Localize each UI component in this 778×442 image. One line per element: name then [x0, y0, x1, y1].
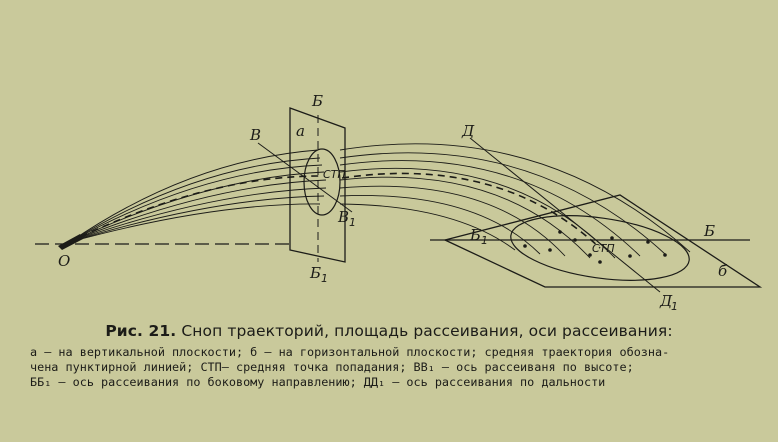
label-b-plane: б [718, 262, 728, 280]
axis-DD1 [470, 138, 660, 292]
figure-number: Рис. 21. [105, 322, 177, 340]
figure-caption-body [30, 345, 746, 390]
label-D1: Д [660, 292, 673, 310]
label-B-ground: Б [470, 226, 482, 244]
label-B-ground-sub: 1 [481, 234, 488, 247]
trajectory-sheaf-near [70, 150, 326, 242]
trajectory-sheaf-far [340, 144, 690, 258]
label-B-bottom: Б [310, 264, 322, 282]
label-B-right: Б [704, 222, 716, 240]
caption-line-2: чена пунктирной линией; СТП— средняя точка попадания; ВВ₁ — ось рассеиваня по высоте; [30, 360, 634, 374]
label-V1: В [338, 208, 350, 226]
caption-line-3: ББ₁ — ось рассеивания по боковому направлению; ДД₁ — ось рассеивания по дальности [30, 375, 606, 389]
caption-line-1: а — на вертикальной плоскости; б — на горизонтальной плоскости; средняя траектория обозна- [30, 345, 670, 359]
label-B-bottom-sub: 1 [321, 272, 328, 285]
label-O: О [58, 252, 71, 270]
weapon-icon [58, 234, 83, 250]
label-a: а [296, 122, 305, 140]
figure-title: Сноп траекторий, площадь рассеивания, оси рассеивания: [181, 322, 673, 340]
label-B-top: Б [312, 92, 324, 110]
label-V: В [250, 126, 262, 144]
label-V1-sub: 1 [349, 216, 356, 229]
label-STP-ground: СТП [592, 242, 615, 255]
label-D: Д [462, 122, 475, 140]
label-STP-vertical: СТП [323, 168, 346, 181]
figure-caption-title [0, 322, 778, 340]
horizontal-plane [445, 195, 760, 287]
label-D1-sub: 1 [671, 300, 678, 313]
